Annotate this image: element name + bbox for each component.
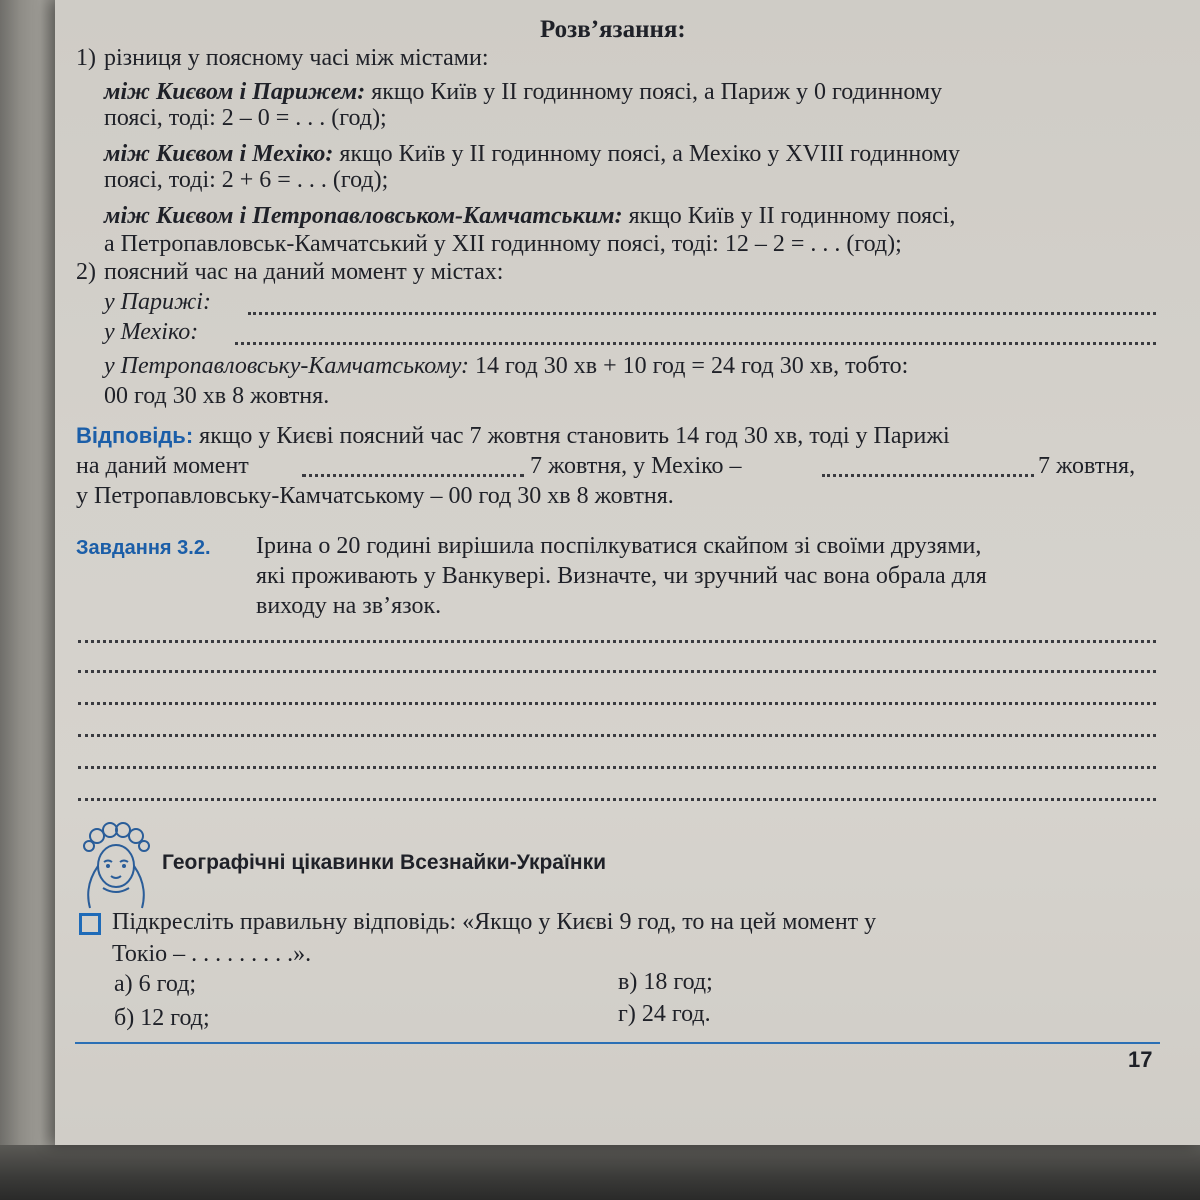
step1-petro-line [104, 202, 955, 230]
fun-question-line1: Підкресліть правильну відповідь: «Якщо у Києві 9 год, то на цей момент у [112, 909, 877, 935]
step1-intro: різниця у поясному часі між містами: [104, 45, 489, 71]
step1-paris-line [104, 78, 942, 106]
book-edge [0, 1145, 1200, 1200]
task-label: Завдання 3.2. [76, 537, 211, 559]
step1-mexico-line2: поясі, тоді: 2 + 6 = . . . (год); [104, 167, 389, 193]
mascot-girl-icon [77, 822, 155, 912]
task-line1: Ірина о 20 годині вирішила поспілкуватися скайпом зі своїми друзями, [256, 533, 982, 559]
page-number: 17 [1128, 1047, 1153, 1072]
footer-rule [75, 1042, 1160, 1044]
petro-label: між Києвом і Петропавловськом-Камчатським: [104, 203, 623, 229]
mexico-text: якщо Київ у II годинному поясі, а Мехіко у XVIII годинному [339, 141, 960, 167]
answer-line2a: на даний момент [76, 453, 249, 479]
step1-number: 1) [76, 45, 96, 71]
step2-petro-label: у Петропавловську-Камчатському: [104, 353, 470, 379]
paris-answer-dots [248, 312, 1156, 315]
answer-line-2 [78, 670, 1156, 673]
option-d[interactable]: г) 24 год. [618, 1001, 711, 1027]
task-line2: які проживають у Ванкувері. Визначте, чи зручний час вона обрала для [256, 563, 987, 589]
answer-line2b: 7 жовтня, у Мехіко – [530, 453, 742, 479]
option-b[interactable]: б) 12 год; [114, 1005, 210, 1031]
answer-paris-dots [302, 474, 524, 477]
step2-mexico-label: у Мехіко: [104, 319, 199, 345]
answer-line-5 [78, 766, 1156, 769]
option-a[interactable]: а) 6 год; [114, 971, 197, 997]
fun-facts-title: Географічні цікавинки Всезнайки-Українки [162, 851, 606, 874]
answer-line-3 [78, 702, 1156, 705]
mexico-answer-dots [235, 342, 1156, 345]
step1-petro-line2: а Петропавловськ-Камчатський у XII годинному поясі, тоді: 12 – 2 = . . . (год); [104, 231, 902, 257]
answer-mexico-dots [822, 474, 1034, 477]
step2-paris-label: у Парижі: [104, 289, 211, 315]
option-c[interactable]: в) 18 год; [618, 969, 713, 995]
step2-petro-line2: 00 год 30 хв 8 жовтня. [104, 383, 330, 409]
step2-petro-text: 14 год 30 хв + 10 год = 24 год 30 хв, тобто: [475, 353, 909, 379]
step2-intro: поясний час на даний момент у містах: [104, 259, 504, 285]
step1-mexico-line [104, 140, 960, 168]
step1-paris-line2: поясі, тоді: 2 – 0 = . . . (год); [104, 105, 387, 131]
answer-label: Відповідь: [76, 423, 194, 448]
answer-line2c: 7 жовтня, [1038, 453, 1136, 479]
answer-line-1 [78, 640, 1156, 643]
step2-number: 2) [76, 259, 96, 285]
mexico-label: між Києвом і Мехіко: [104, 141, 334, 167]
paris-label: між Києвом і Парижем: [104, 79, 366, 105]
answer-line1 [76, 422, 950, 450]
petro-text: якщо Київ у II годинному поясі, [628, 203, 956, 229]
answer-line3: у Петропавловську-Камчатському – 00 год 30 хв 8 жовтня. [76, 483, 674, 509]
answer-line-6 [78, 798, 1156, 801]
solution-heading: Розв’язання: [540, 16, 686, 43]
fun-question-line2: Токіо – . . . . . . . . .». [112, 941, 312, 967]
answer-line-4 [78, 734, 1156, 737]
answer-text1: якщо у Києві поясний час 7 жовтня становить 14 год 30 хв, тоді у Парижі [199, 423, 950, 449]
paris-text: якщо Київ у II годинному поясі, а Париж у 0 годинному [371, 79, 943, 105]
step2-petro-line [104, 352, 908, 380]
task-line3: виходу на зв’язок. [256, 593, 442, 619]
checkbox-icon[interactable] [79, 913, 101, 935]
